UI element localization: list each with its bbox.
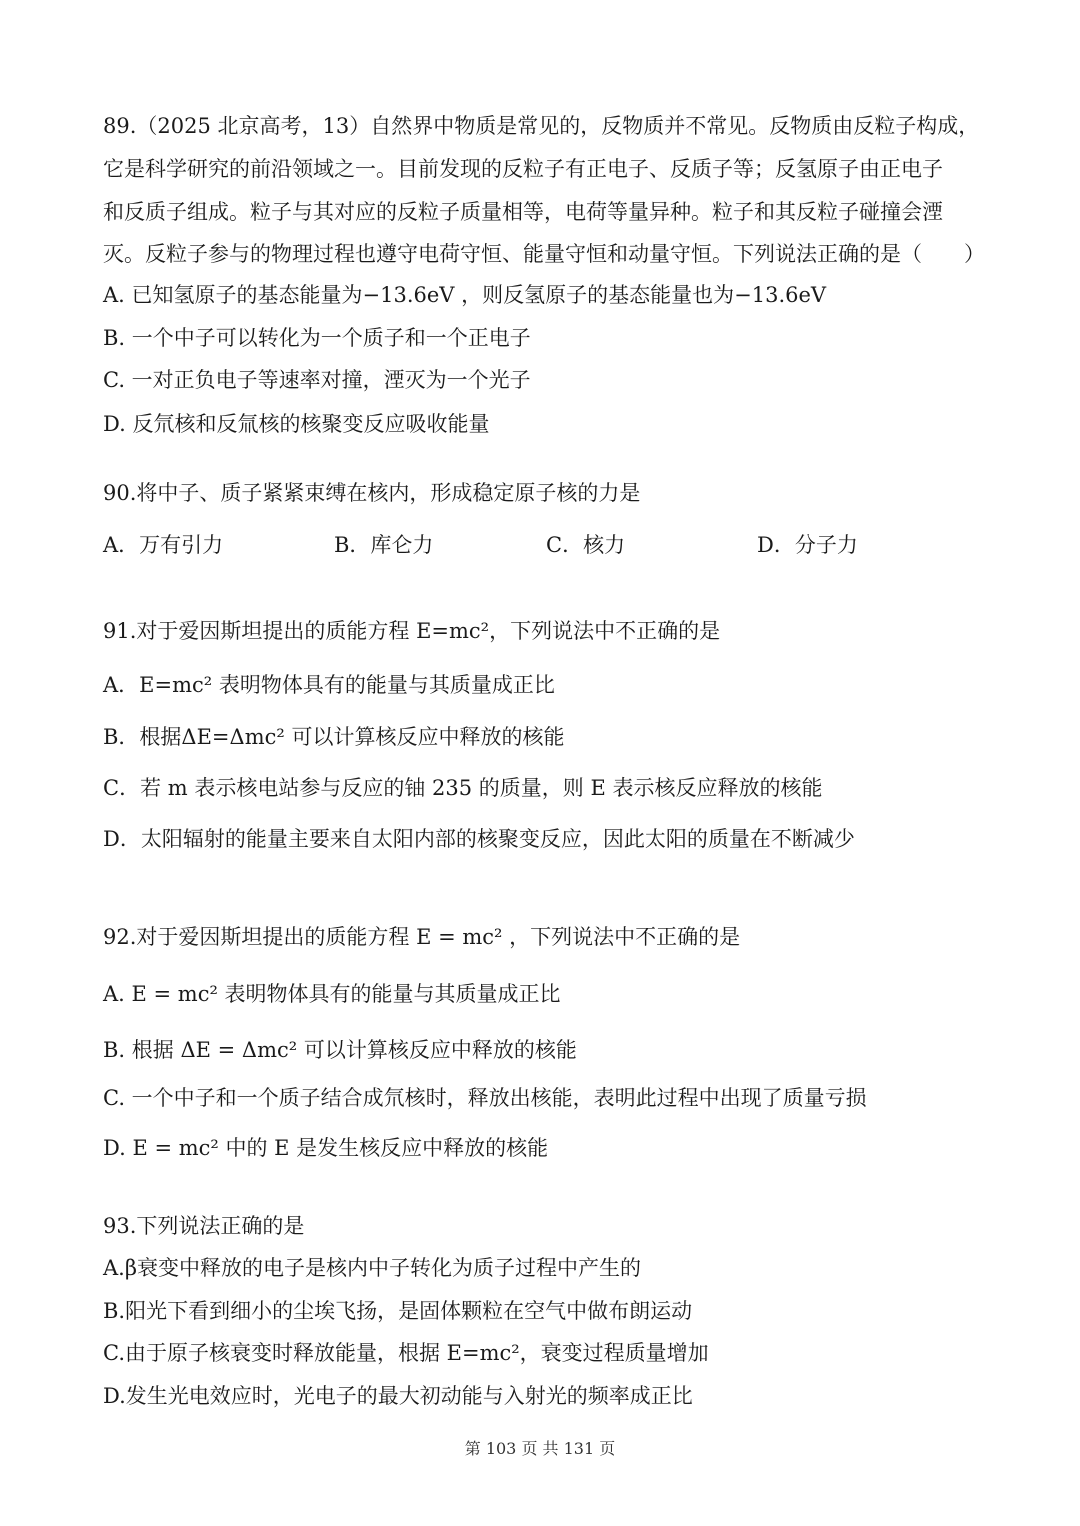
question-93-stem: 93.下列说法正确的是 bbox=[103, 1214, 305, 1238]
question-89-option-d: D. 反氘核和反氚核的核聚变反应吸收能量 bbox=[103, 412, 490, 436]
question-90-option-d: D．分子力 bbox=[757, 533, 858, 557]
question-89-option-b: B. 一个中子可以转化为一个质子和一个正电子 bbox=[103, 326, 531, 350]
question-89-stem-line-2: 它是科学研究的前沿领域之一。目前发现的反粒子有正电子、反质子等；反氢原子由正电子 bbox=[103, 157, 943, 181]
question-91-stem: 91.对于爱因斯坦提出的质能方程 E=mc²，下列说法中不正确的是 bbox=[103, 619, 721, 643]
question-89-option-c: C. 一对正负电子等速率对撞，湮灭为一个光子 bbox=[103, 368, 531, 392]
question-91-option-d: D．太阳辐射的能量主要来自太阳内部的核聚变反应，因此太阳的质量在不断减少 bbox=[103, 827, 855, 851]
question-90-option-c: C．核力 bbox=[546, 533, 626, 557]
question-89-stem-line-3: 和反质子组成。粒子与其对应的反粒子质量相等，电荷等量异种。粒子和其反粒子碰撞会湮 bbox=[103, 200, 943, 224]
question-91-option-a: A．E=mc² 表明物体具有的能量与其质量成正比 bbox=[103, 673, 555, 697]
question-92-option-d: D. E = mc² 中的 E 是发生核反应中释放的核能 bbox=[103, 1136, 549, 1160]
question-89-stem-line-4: 灭。反粒子参与的物理过程也遵守电荷守恒、能量守恒和动量守恒。下列说法正确的是（ ） bbox=[103, 242, 985, 266]
question-90-stem: 90.将中子、质子紧紧束缚在核内，形成稳定原子核的力是 bbox=[103, 481, 641, 505]
question-91-option-b: B．根据ΔE=Δmc² 可以计算核反应中释放的核能 bbox=[103, 725, 565, 749]
question-90-option-b: B．库仑力 bbox=[334, 533, 434, 557]
question-93-option-d: D.发生光电效应时，光电子的最大初动能与入射光的频率成正比 bbox=[103, 1384, 693, 1408]
question-92-option-b: B. 根据 ΔE = Δmc² 可以计算核反应中释放的核能 bbox=[103, 1038, 577, 1062]
question-90-option-a: A．万有引力 bbox=[103, 533, 224, 557]
question-92-option-a: A. E = mc² 表明物体具有的能量与其质量成正比 bbox=[103, 982, 561, 1006]
question-89-option-a: A. 已知氢原子的基态能量为−13.6eV ，则反氢原子的基态能量也为−13.6eV bbox=[103, 283, 827, 307]
question-93-option-b: B.阳光下看到细小的尘埃飞扬，是固体颗粒在空气中做布朗运动 bbox=[103, 1299, 693, 1323]
question-92-stem: 92.对于爱因斯坦提出的质能方程 E = mc² ，下列说法中不正确的是 bbox=[103, 925, 741, 949]
question-91-option-c: C．若 m 表示核电站参与反应的铀 235 的质量，则 E 表示核反应释放的核能 bbox=[103, 776, 823, 800]
question-92-option-c: C. 一个中子和一个质子结合成氘核时，释放出核能，表明此过程中出现了质量亏损 bbox=[103, 1086, 867, 1110]
question-93-option-c: C.由于原子核衰变时释放能量，根据 E=mc²，衰变过程质量增加 bbox=[103, 1341, 709, 1365]
page-number-footer: 第 103 页 共 131 页 bbox=[464, 1439, 616, 1458]
question-93-option-a: A.β衰变中释放的电子是核内中子转化为质子过程中产生的 bbox=[103, 1256, 641, 1280]
question-89-stem-line-1: 89.（2025 北京高考，13）自然界中物质是常见的，反物质并不常见。反物质由反粒子构成， bbox=[103, 114, 980, 138]
